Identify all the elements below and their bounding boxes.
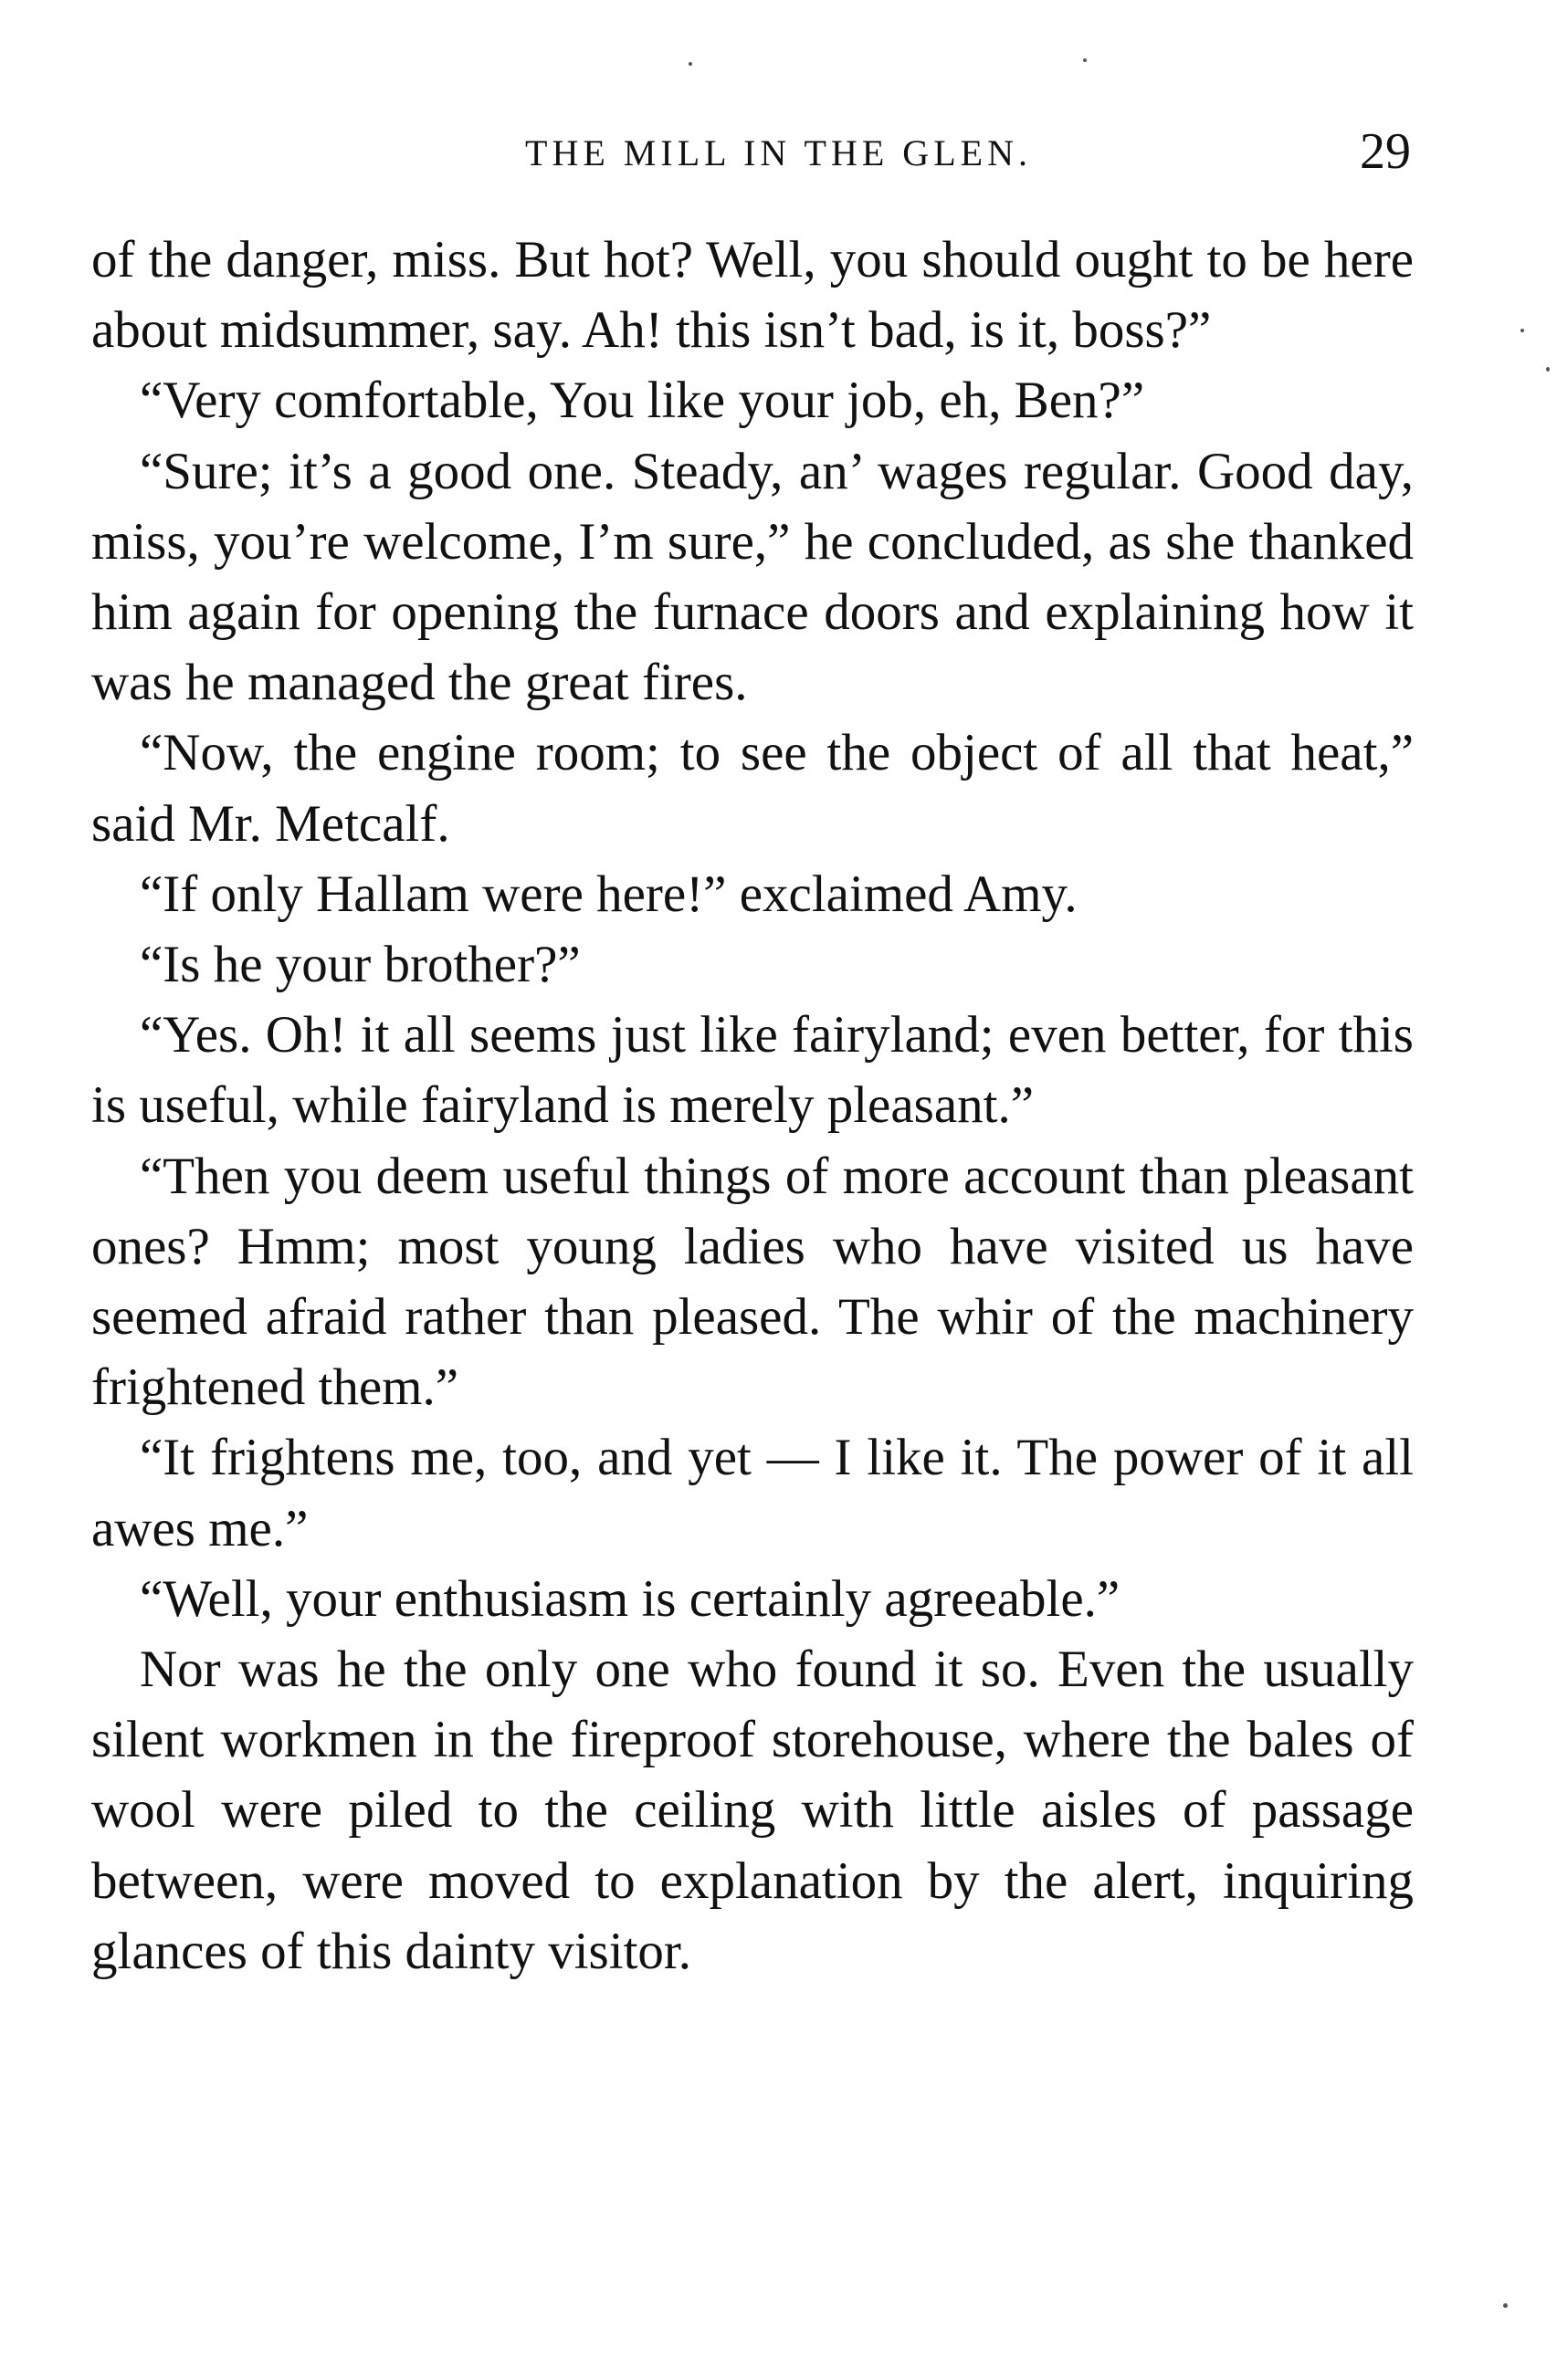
running-head: THE MILL IN THE GLEN. bbox=[525, 132, 1032, 173]
scan-speck bbox=[1520, 329, 1524, 332]
body-text bbox=[91, 225, 1414, 1987]
paragraph: “Now, the engine room; to see the object of all that heat,” said Mr. Metcalf. bbox=[91, 724, 1414, 853]
paragraph: “Is he your brother?” bbox=[140, 936, 581, 994]
paragraph: of the danger, miss. But hot? Well, you should ought to be here about midsummer, say. Ah! this isn’t bad, is it, boss?” bbox=[91, 231, 1414, 360]
scan-speck bbox=[689, 62, 692, 66]
paragraph: Nor was he the only one who found it so. Even the usually silent workmen in the fireproof storehouse, where the bales of wool were piled to the ceiling with little aisles of passage between, were moved to explanation by the alert, inquiring glances of this dainty visitor. bbox=[91, 1641, 1414, 1980]
paragraph: “Then you deem useful things of more account than pleasant ones? Hmm; most young ladies who have visited us have seemed afraid rather than pleased. The whir of the machinery frightened them.” bbox=[91, 1147, 1414, 1417]
paragraph: “Well, your enthusiasm is certainly agreeable.” bbox=[140, 1569, 1120, 1628]
scan-speck bbox=[1083, 58, 1087, 62]
scan-speck bbox=[1503, 2303, 1508, 2308]
paragraph: “It frightens me, too, and yet — I like it. The power of it all awes me.” bbox=[91, 1429, 1414, 1557]
page-header bbox=[0, 123, 1557, 183]
paragraph: “Yes. Oh! it all seems just like fairyland; even better, for this is useful, while fairyland is merely pleasant.” bbox=[91, 1006, 1414, 1135]
scan-speck bbox=[1546, 367, 1550, 372]
paragraph: “If only Hallam were here!” exclaimed Amy. bbox=[140, 865, 1078, 923]
paragraph: “Very comfortable, You like your job, eh, Ben?” bbox=[140, 372, 1145, 430]
page-number: 29 bbox=[1360, 123, 1411, 180]
paragraph: “Sure; it’s a good one. Steady, an’ wages regular. Good day, miss, you’re welcome, I’m sure,” he concluded, as she thanked him again for opening the furnace doors and explaining how it was he managed the great fires. bbox=[91, 442, 1414, 712]
